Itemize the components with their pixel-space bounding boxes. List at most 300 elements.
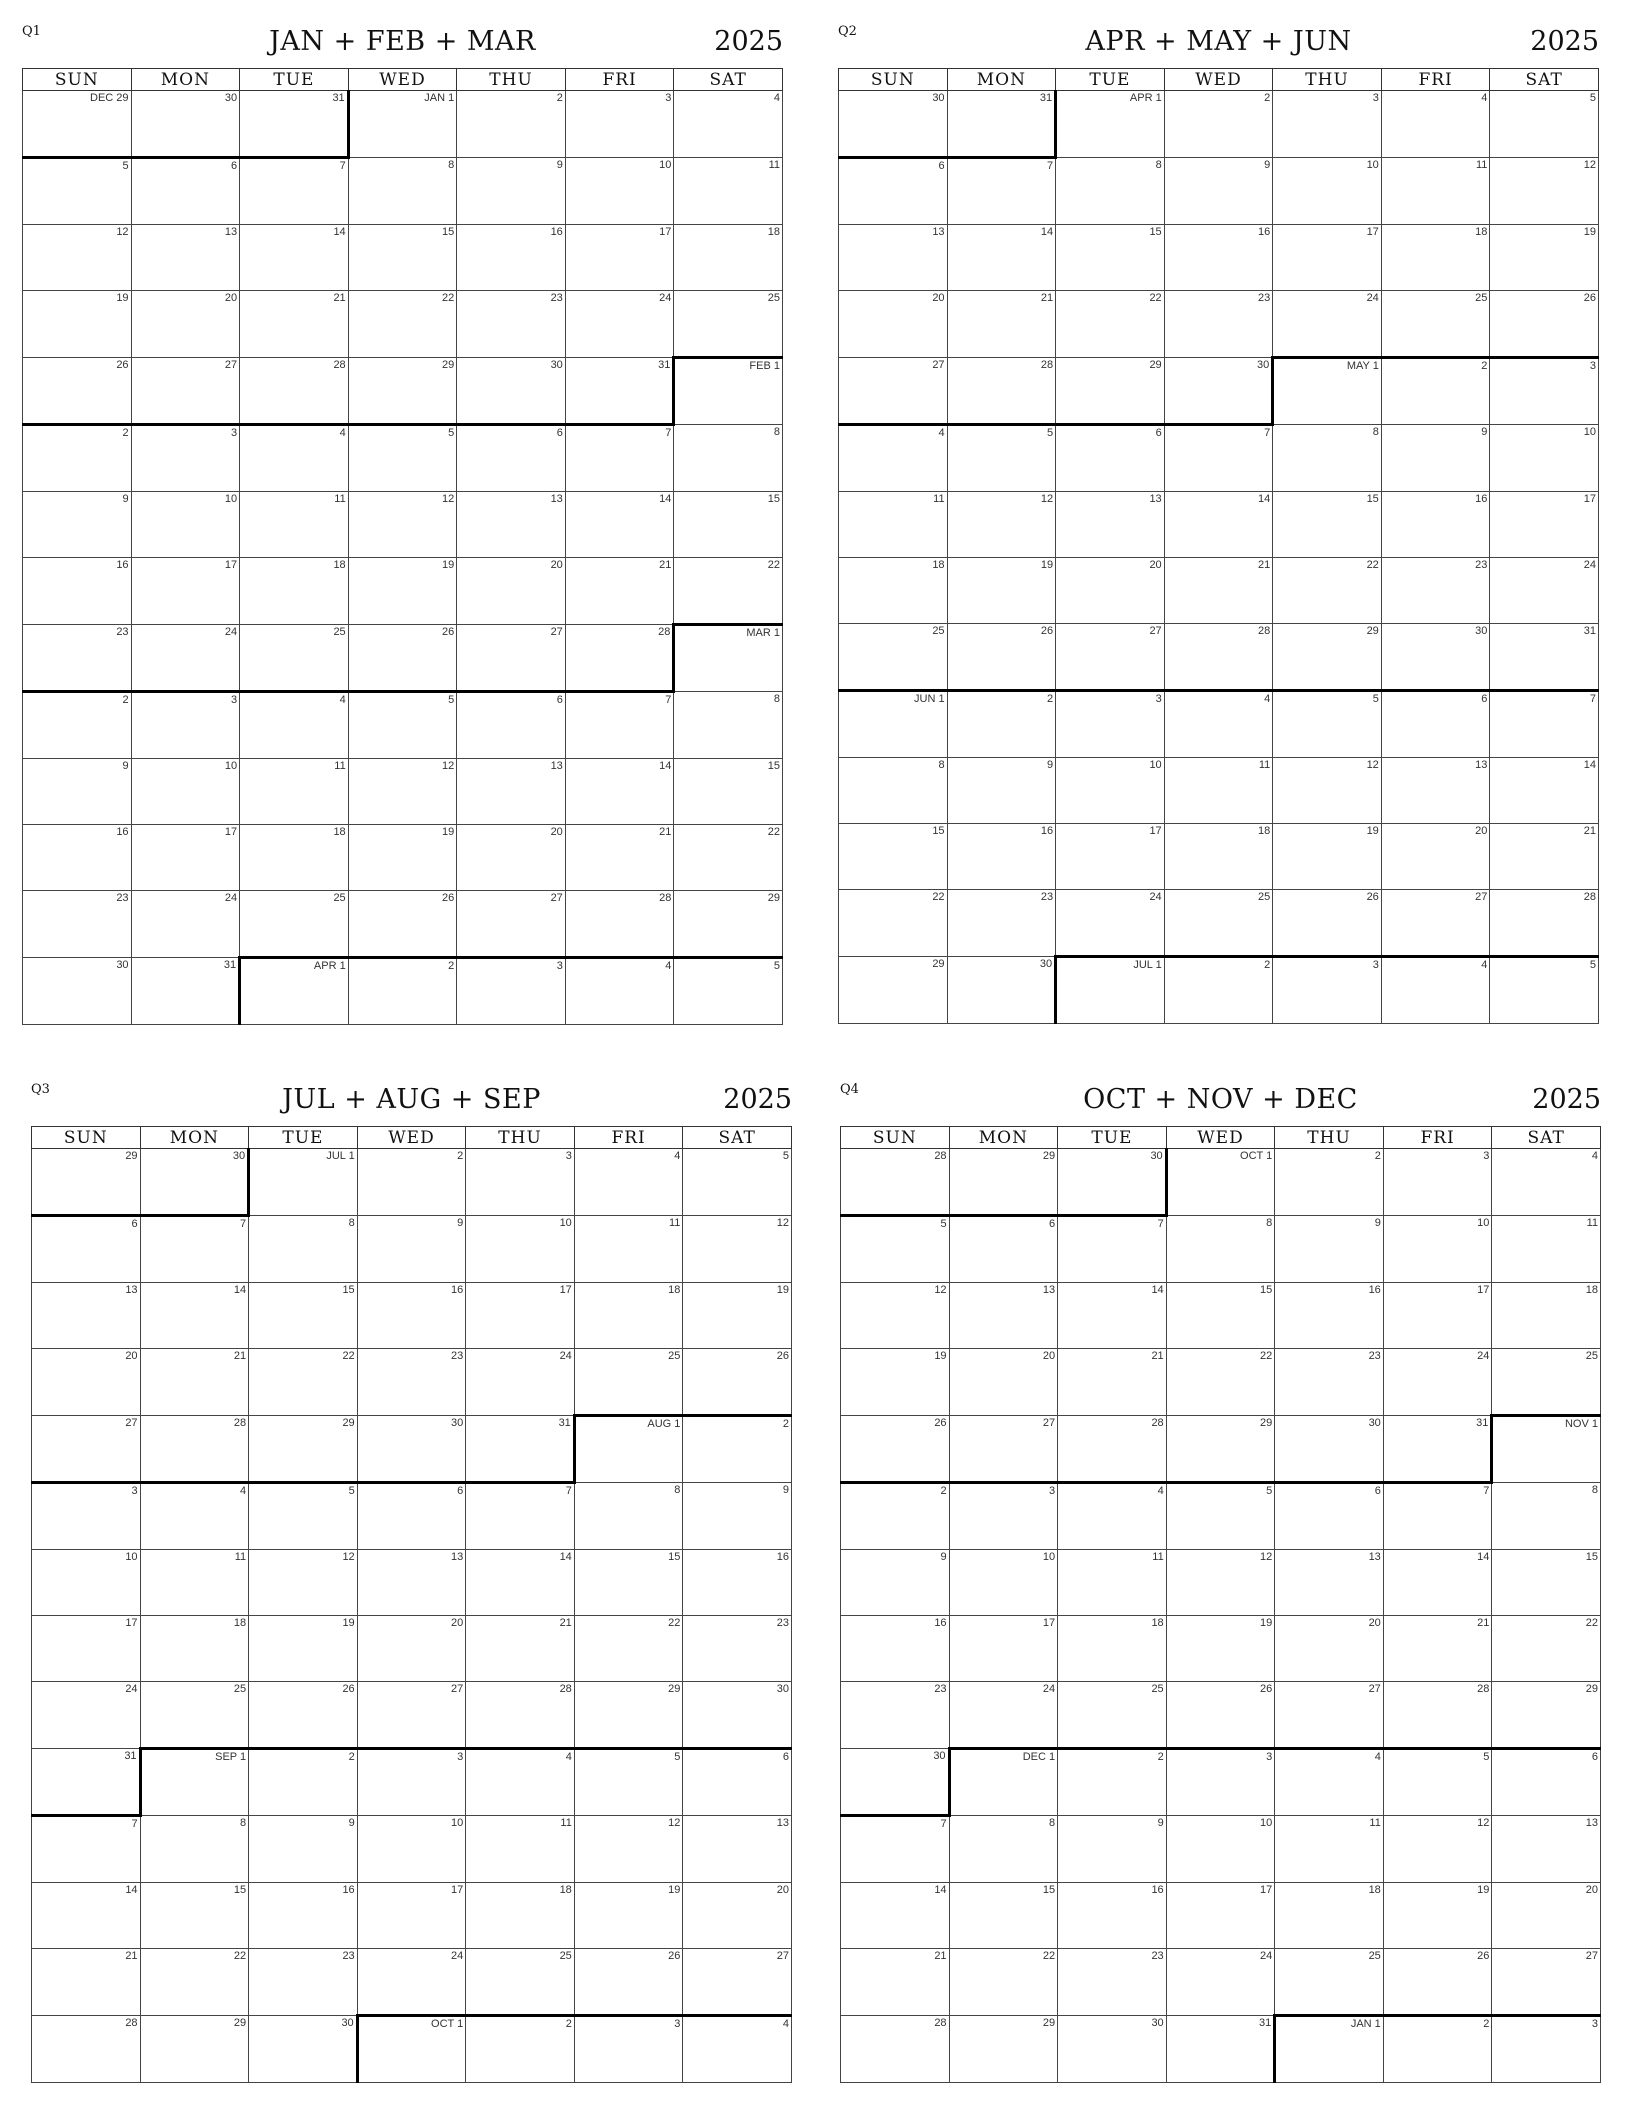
day-cell — [574, 2016, 683, 2083]
day-number: 22 — [1042, 1950, 1056, 1962]
day-cell — [457, 158, 566, 225]
day-number: 11 — [234, 1551, 247, 1563]
day-cell — [1273, 957, 1382, 1024]
weekday-header: THU — [1273, 69, 1382, 91]
day-cell — [841, 2016, 950, 2083]
day-number: 4 — [1264, 693, 1271, 705]
day-cell — [683, 1883, 792, 1949]
day-number: 15 — [932, 825, 945, 837]
day-number: 27 — [550, 892, 563, 904]
day-cell — [674, 91, 783, 158]
day-cell — [1056, 824, 1165, 890]
weekday-header-row — [32, 1127, 792, 1149]
day-number: 15 — [442, 226, 455, 238]
week-row — [839, 558, 1599, 624]
day-cell — [32, 1283, 141, 1349]
day-cell — [674, 291, 783, 358]
day-cell — [1058, 1616, 1167, 1682]
day-number: 23 — [1040, 891, 1054, 903]
day-cell — [1383, 1550, 1492, 1616]
day-cell — [131, 825, 240, 891]
day-cell — [947, 624, 1056, 691]
day-cell — [249, 1550, 358, 1616]
day-number: 12 — [1583, 159, 1596, 171]
day-cell — [574, 1816, 683, 1883]
day-number: 21 — [125, 1950, 138, 1962]
day-number: 10 — [659, 159, 672, 171]
day-number: 25 — [1258, 891, 1271, 903]
day-cell — [466, 1550, 575, 1616]
day-cell — [839, 225, 948, 291]
day-number: JAN 1 — [424, 92, 455, 104]
day-number: 14 — [659, 760, 672, 772]
day-cell — [1273, 691, 1382, 758]
day-number: 17 — [659, 226, 672, 238]
day-number: 21 — [559, 1617, 572, 1629]
day-cell — [1492, 1682, 1601, 1749]
day-number: 4 — [339, 427, 346, 439]
day-cell — [357, 1816, 466, 1883]
day-cell — [131, 91, 240, 158]
weekday-header: WED — [357, 1127, 466, 1149]
day-cell — [949, 1816, 1058, 1883]
week-row — [841, 1550, 1601, 1616]
day-number: 22 — [932, 891, 945, 903]
day-number: 5 — [348, 1485, 355, 1497]
day-cell — [674, 825, 783, 891]
day-cell — [457, 958, 566, 1025]
day-number: 27 — [1042, 1417, 1056, 1429]
day-cell — [466, 1949, 575, 2016]
day-cell — [1492, 1349, 1601, 1416]
weekday-header: MON — [140, 1127, 249, 1149]
weekday-header: SUN — [32, 1127, 141, 1149]
day-number: 6 — [457, 1485, 464, 1497]
week-row — [23, 759, 783, 825]
day-number: 26 — [342, 1683, 355, 1695]
day-cell — [1381, 358, 1490, 425]
day-number: 3 — [1372, 959, 1379, 971]
day-number: 10 — [224, 493, 238, 505]
day-number: 12 — [776, 1217, 789, 1229]
day-number: 7 — [665, 694, 672, 706]
day-cell — [947, 425, 1056, 492]
day-cell — [839, 691, 948, 758]
day-cell — [1490, 624, 1599, 691]
day-cell — [23, 291, 132, 358]
weekday-header: FRI — [565, 69, 674, 91]
week-row — [841, 1483, 1601, 1550]
day-cell — [565, 825, 674, 891]
quarter-label: Q1 — [22, 24, 41, 39]
day-cell — [1273, 758, 1382, 824]
quarter-label: Q2 — [838, 24, 857, 39]
day-number: 12 — [1366, 759, 1379, 771]
day-number: 25 — [233, 1683, 247, 1695]
day-cell — [1490, 691, 1599, 758]
day-number: 17 — [224, 559, 238, 571]
day-number: 8 — [240, 1817, 247, 1829]
day-cell — [1273, 91, 1382, 158]
week-row — [841, 1949, 1601, 2016]
day-number: APR 1 — [1129, 92, 1162, 104]
weekday-header-row — [23, 69, 783, 91]
day-cell — [466, 1416, 575, 1483]
day-cell — [1273, 358, 1382, 425]
weekday-header: FRI — [1381, 69, 1490, 91]
day-number: 14 — [659, 493, 672, 505]
day-cell — [1164, 691, 1273, 758]
day-cell — [1383, 1149, 1492, 1216]
day-number: 28 — [1151, 1417, 1164, 1429]
day-number: 14 — [934, 1884, 947, 1896]
week-row — [23, 225, 783, 291]
day-cell — [32, 1483, 141, 1550]
day-cell — [1164, 358, 1273, 425]
day-cell — [841, 1949, 950, 2016]
day-cell — [32, 1216, 141, 1283]
quarter-year: 2025 — [723, 1084, 792, 1115]
day-number: 19 — [1040, 559, 1054, 571]
day-number: 29 — [1260, 1417, 1273, 1429]
day-number: 4 — [1481, 959, 1488, 971]
day-number: 29 — [668, 1683, 681, 1695]
day-number: 30 — [933, 1750, 946, 1762]
day-cell — [1383, 1816, 1492, 1883]
day-cell — [1056, 691, 1165, 758]
day-number: 10 — [1366, 159, 1379, 171]
day-number: 14 — [1151, 1284, 1164, 1296]
day-number: 2 — [1264, 959, 1271, 971]
day-cell — [1275, 1216, 1384, 1283]
day-number: 30 — [232, 1150, 246, 1162]
day-cell — [23, 158, 132, 225]
day-cell — [1381, 824, 1490, 890]
day-number: 12 — [1477, 1817, 1490, 1829]
day-number: 25 — [767, 292, 780, 304]
day-cell — [674, 425, 783, 492]
day-number: 31 — [332, 92, 345, 104]
week-row — [32, 1283, 792, 1349]
day-number: 28 — [559, 1683, 572, 1695]
day-number: 5 — [782, 1150, 789, 1162]
week-row — [23, 425, 783, 492]
day-cell — [140, 1749, 249, 1816]
day-number: 15 — [1585, 1551, 1598, 1563]
day-number: 25 — [333, 626, 346, 638]
day-cell — [131, 692, 240, 759]
weekday-header: THU — [1275, 1127, 1384, 1149]
day-cell — [249, 1283, 358, 1349]
day-number: 9 — [457, 1217, 464, 1229]
day-number: 21 — [659, 826, 672, 838]
day-cell — [574, 1216, 683, 1283]
day-cell — [574, 1949, 683, 2016]
weekday-header: WED — [348, 69, 457, 91]
day-cell — [140, 1216, 249, 1283]
day-number: 26 — [934, 1417, 947, 1429]
day-cell — [1058, 1349, 1167, 1416]
day-cell — [1275, 1949, 1384, 2016]
day-cell — [1164, 291, 1273, 358]
day-number: 4 — [1374, 1751, 1381, 1763]
day-number: 22 — [767, 826, 780, 838]
weekday-header: WED — [1164, 69, 1273, 91]
day-cell — [1492, 1416, 1601, 1483]
day-cell — [1166, 1883, 1275, 1949]
day-number: 7 — [940, 1818, 947, 1830]
day-number: 5 — [1266, 1485, 1273, 1497]
day-number: 22 — [342, 1350, 355, 1362]
day-cell — [949, 1349, 1058, 1416]
day-cell — [357, 1949, 466, 2016]
week-row — [839, 91, 1599, 158]
day-cell — [140, 1483, 249, 1550]
weekday-header: SAT — [1492, 1127, 1601, 1149]
day-cell — [457, 825, 566, 891]
day-cell — [249, 2016, 358, 2083]
weekday-header-row — [839, 69, 1599, 91]
day-number: 21 — [1258, 559, 1271, 571]
day-cell — [357, 1349, 466, 1416]
day-number: 6 — [231, 160, 238, 172]
day-cell — [357, 1216, 466, 1283]
day-cell — [131, 358, 240, 425]
weekday-header: SAT — [683, 1127, 792, 1149]
week-row — [23, 625, 783, 692]
day-cell — [1056, 291, 1165, 358]
week-row — [23, 958, 783, 1025]
day-cell — [1273, 291, 1382, 358]
week-row — [841, 2016, 1601, 2083]
week-row — [32, 1883, 792, 1949]
day-number: 29 — [1366, 625, 1379, 637]
day-number: 23 — [1368, 1350, 1381, 1362]
day-cell — [841, 1682, 950, 1749]
day-number: 13 — [224, 226, 238, 238]
day-number: 16 — [550, 226, 563, 238]
day-cell — [1381, 691, 1490, 758]
day-number: 15 — [767, 493, 780, 505]
day-number: 23 — [934, 1683, 947, 1695]
day-cell — [1383, 1949, 1492, 2016]
day-cell — [565, 158, 674, 225]
day-cell — [348, 759, 457, 825]
day-cell — [23, 825, 132, 891]
day-number: 30 — [932, 92, 945, 104]
day-number: 2 — [122, 694, 129, 706]
day-cell — [131, 958, 240, 1025]
week-row — [841, 1416, 1601, 1483]
day-number: 16 — [342, 1884, 355, 1896]
day-cell — [1166, 1816, 1275, 1883]
day-number: 30 — [1257, 359, 1270, 371]
day-cell — [32, 2016, 141, 2083]
day-cell — [240, 225, 349, 291]
day-cell — [457, 625, 566, 692]
day-number: 26 — [776, 1350, 789, 1362]
day-number: 8 — [1049, 1817, 1056, 1829]
day-number: 22 — [668, 1617, 681, 1629]
week-row — [841, 1682, 1601, 1749]
day-number: 25 — [1151, 1683, 1164, 1695]
day-number: OCT 1 — [1240, 1150, 1273, 1162]
weekday-header: FRI — [574, 1127, 683, 1149]
day-number: 28 — [934, 1150, 947, 1162]
week-row — [32, 1616, 792, 1682]
day-number: 2 — [940, 1485, 947, 1497]
day-cell — [32, 1149, 141, 1216]
day-cell — [249, 1949, 358, 2016]
day-number: 15 — [1042, 1884, 1056, 1896]
day-number: 11 — [668, 1217, 681, 1229]
day-cell — [1058, 1483, 1167, 1550]
day-cell — [131, 891, 240, 958]
day-number: 8 — [1591, 1484, 1598, 1496]
weekday-header: SUN — [841, 1127, 950, 1149]
day-number: 3 — [1049, 1485, 1056, 1497]
week-row — [23, 291, 783, 358]
day-cell — [1383, 1349, 1492, 1416]
day-number: 22 — [1585, 1617, 1598, 1629]
day-cell — [240, 492, 349, 558]
day-cell — [240, 558, 349, 625]
day-cell — [249, 1616, 358, 1682]
day-cell — [949, 1949, 1058, 2016]
day-cell — [1275, 1283, 1384, 1349]
week-row — [839, 691, 1599, 758]
day-cell — [32, 1550, 141, 1616]
day-cell — [1275, 1349, 1384, 1416]
day-cell — [32, 1749, 141, 1816]
day-number: 17 — [559, 1284, 572, 1296]
day-number: 4 — [1157, 1485, 1164, 1497]
day-cell — [1164, 890, 1273, 957]
day-cell — [1275, 1616, 1384, 1682]
day-cell — [131, 425, 240, 492]
day-number: 22 — [1366, 559, 1379, 571]
day-number: 26 — [668, 1950, 681, 1962]
day-cell — [249, 1749, 358, 1816]
day-number: 19 — [1366, 825, 1379, 837]
day-number: 6 — [556, 694, 563, 706]
day-number: 14 — [559, 1551, 572, 1563]
day-number: 28 — [659, 892, 672, 904]
day-number: 20 — [125, 1350, 138, 1362]
day-number: 2 — [1483, 2018, 1490, 2030]
day-cell — [357, 1550, 466, 1616]
day-cell — [565, 891, 674, 958]
day-number: 17 — [1366, 226, 1379, 238]
week-row — [839, 758, 1599, 824]
day-cell — [674, 958, 783, 1025]
day-number: 5 — [773, 960, 780, 972]
day-number: 14 — [1040, 226, 1054, 238]
day-number: 25 — [559, 1950, 572, 1962]
day-cell — [565, 692, 674, 759]
week-row — [841, 1283, 1601, 1349]
day-cell — [683, 1149, 792, 1216]
quarter-year: 2025 — [1532, 1084, 1601, 1115]
day-number: 4 — [782, 2018, 789, 2030]
day-cell — [140, 1416, 249, 1483]
day-cell — [131, 158, 240, 225]
day-number: 31 — [1583, 625, 1596, 637]
day-cell — [947, 558, 1056, 624]
day-number: 4 — [1481, 92, 1488, 104]
day-cell — [348, 958, 457, 1025]
day-number: 13 — [1368, 1551, 1381, 1563]
day-cell — [841, 1349, 950, 1416]
day-cell — [1166, 1616, 1275, 1682]
day-cell — [32, 1349, 141, 1416]
day-cell — [1164, 558, 1273, 624]
day-cell — [839, 890, 948, 957]
day-cell — [1164, 957, 1273, 1024]
day-number: 20 — [224, 292, 238, 304]
day-cell — [949, 1682, 1058, 1749]
day-cell — [131, 291, 240, 358]
day-cell — [457, 225, 566, 291]
day-number: 11 — [1369, 1817, 1381, 1829]
day-cell — [565, 492, 674, 558]
day-number: 26 — [1260, 1683, 1273, 1695]
day-cell — [1056, 957, 1165, 1024]
day-number: 8 — [1155, 159, 1162, 171]
day-cell — [1490, 824, 1599, 890]
day-cell — [1381, 225, 1490, 291]
day-number: 16 — [1368, 1284, 1381, 1296]
day-cell — [574, 1749, 683, 1816]
day-cell — [947, 91, 1056, 158]
day-number: 9 — [1157, 1817, 1164, 1829]
day-cell — [140, 1349, 249, 1416]
weekday-header: TUE — [1058, 1127, 1167, 1149]
day-cell — [947, 492, 1056, 558]
day-number: 9 — [940, 1551, 947, 1563]
day-number: 24 — [1149, 891, 1162, 903]
day-cell — [131, 625, 240, 692]
day-number: 30 — [776, 1683, 789, 1695]
day-cell — [1492, 1749, 1601, 1816]
day-cell — [131, 225, 240, 291]
day-number: 25 — [1585, 1350, 1598, 1362]
day-cell — [357, 1483, 466, 1550]
day-number: 9 — [122, 493, 129, 505]
day-number: 13 — [1475, 759, 1488, 771]
day-number: 19 — [934, 1350, 947, 1362]
day-cell — [674, 158, 783, 225]
day-number: 13 — [550, 493, 563, 505]
day-number: AUG 1 — [647, 1418, 681, 1430]
day-cell — [1164, 492, 1273, 558]
day-number: 8 — [773, 426, 780, 438]
day-number: 10 — [224, 760, 238, 772]
day-number: 9 — [1047, 759, 1054, 771]
day-number: NOV 1 — [1564, 1418, 1598, 1430]
day-number: FEB 1 — [749, 360, 780, 372]
day-number: 20 — [1368, 1617, 1381, 1629]
day-cell — [841, 1883, 950, 1949]
day-cell — [839, 358, 948, 425]
day-number: 26 — [1366, 891, 1379, 903]
day-cell — [1164, 158, 1273, 225]
day-number: 27 — [451, 1683, 464, 1695]
day-number: 15 — [767, 760, 780, 772]
day-cell — [839, 158, 948, 225]
day-cell — [1490, 291, 1599, 358]
day-number: 16 — [1258, 226, 1271, 238]
